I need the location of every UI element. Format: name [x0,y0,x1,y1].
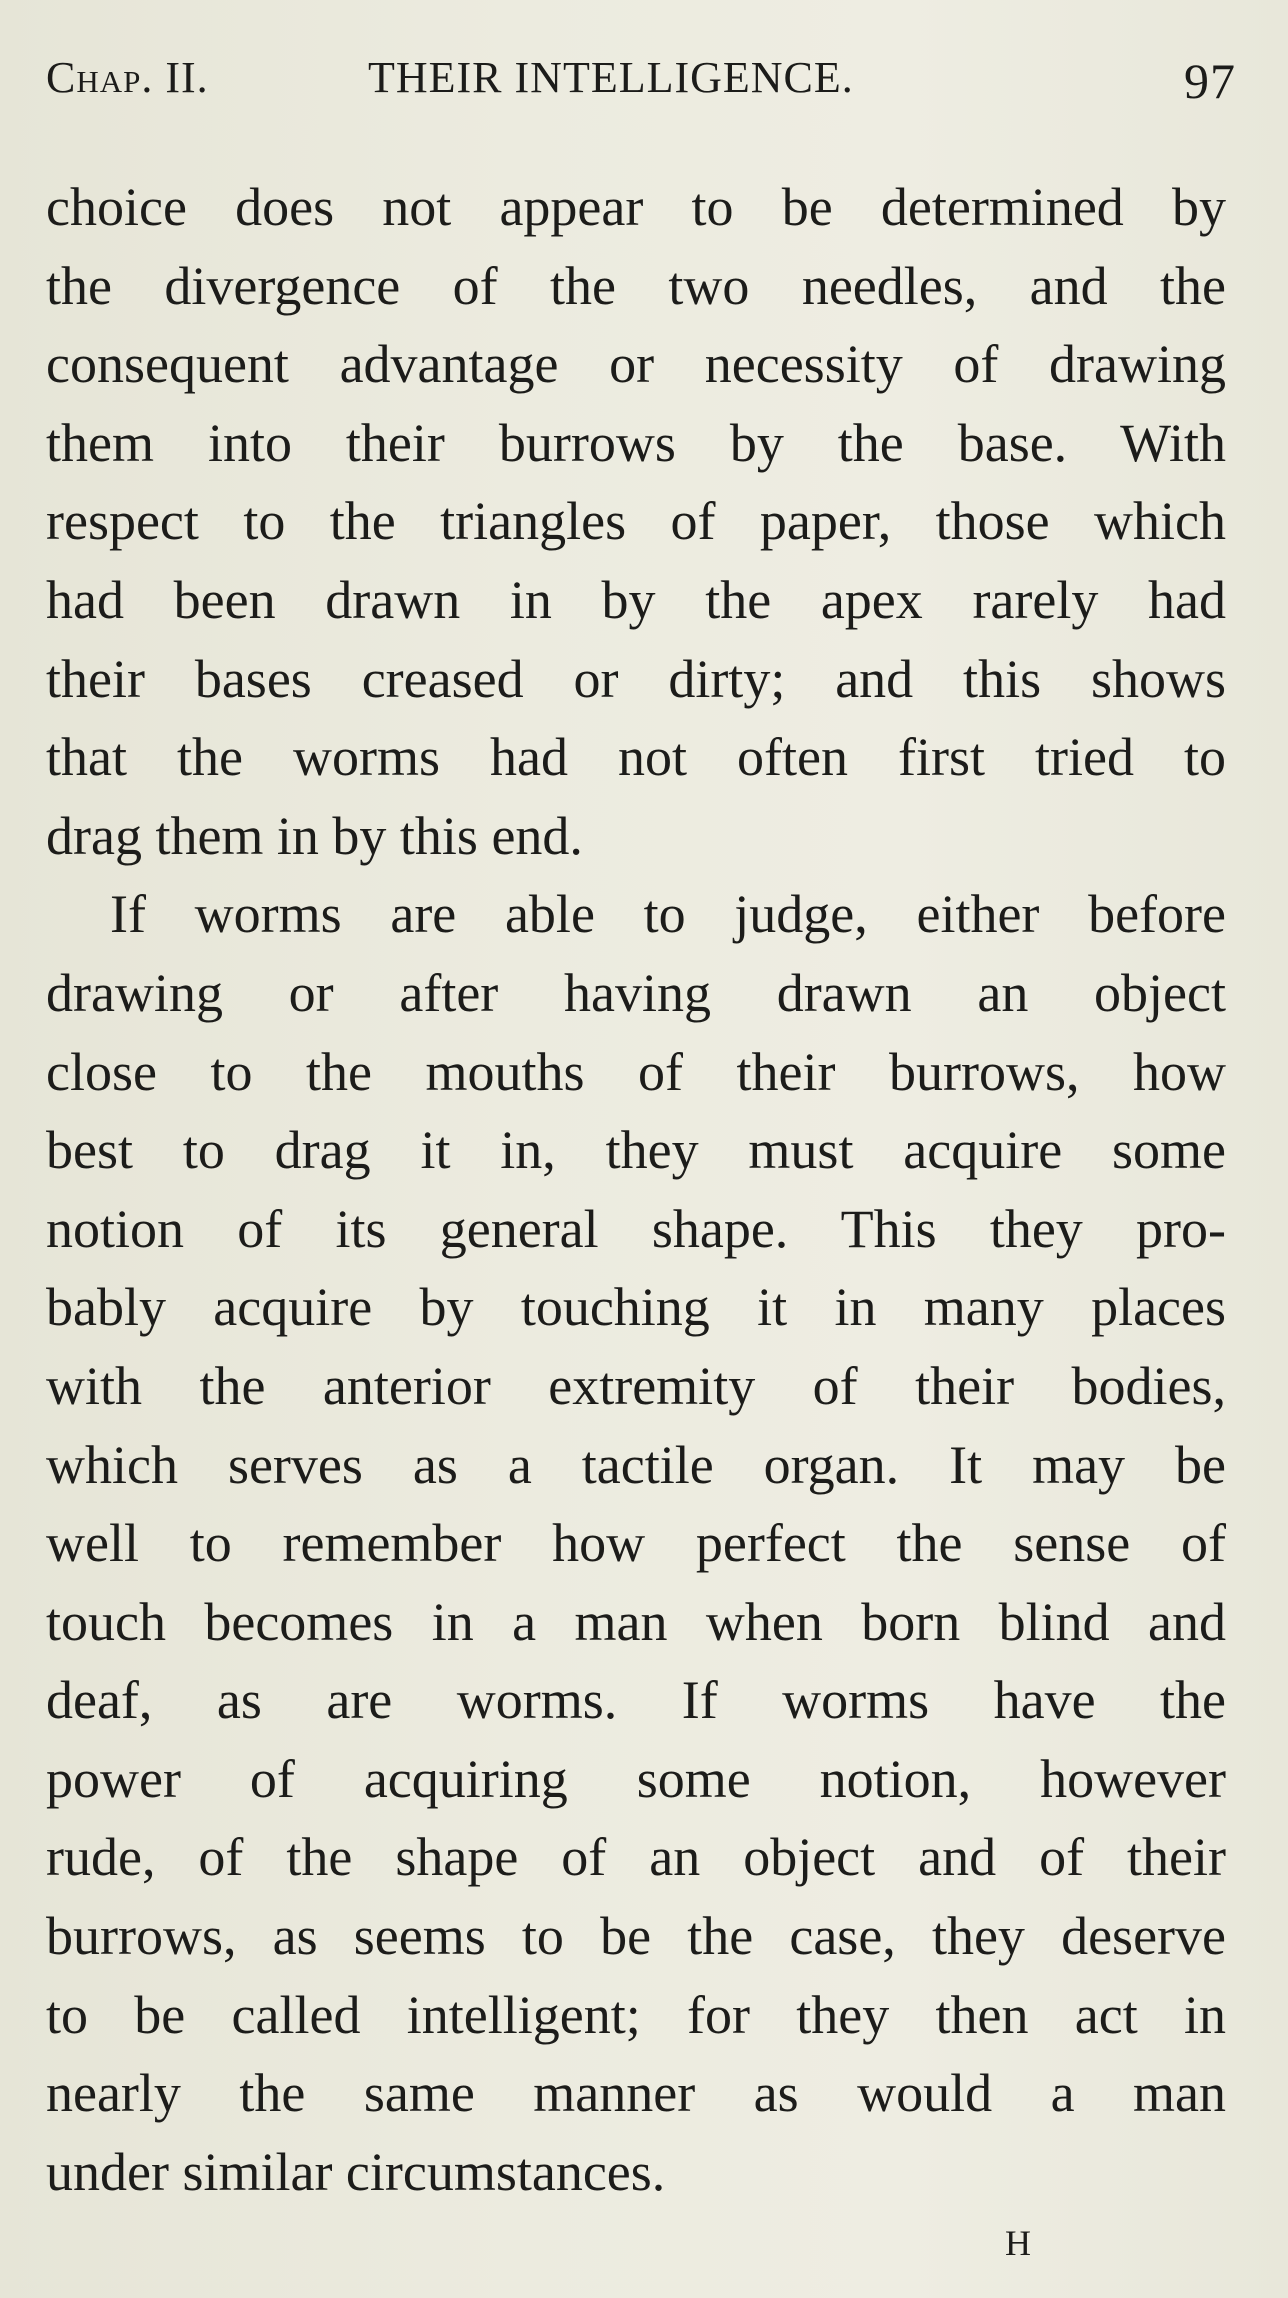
text-line: consequent advantage or necessity of drawing [46,334,1226,395]
text-line: touch becomes in a man when born blind and [46,1591,1226,1652]
text-line: drawing or after having drawn an object [46,962,1226,1023]
text-line: notion of its general shape. This they pro- [46,1198,1226,1259]
text-line: them into their burrows by the base. With [46,412,1226,473]
text-line: deaf, as are worms. If worms have the [46,1670,1226,1731]
text-line: under similar circumstances. [46,2141,666,2202]
text-line: nearly the same manner as would a man [46,2063,1226,2124]
text-line: choice does not appear to be determined by [46,177,1226,237]
text-line: power of acquiring some notion, however [46,1748,1226,1809]
text-line: If worms are able to judge, either before [110,884,1226,945]
text-line: best to drag it in, they must acquire some [46,1120,1226,1181]
running-title: THEIR INTELLIGENCE. [368,53,854,102]
text-line: the divergence of the two needles, and the [46,255,1226,316]
running-header [46,52,1236,112]
chapter-label: Chap. II. [46,53,209,102]
text-line: close to the mouths of their burrows, how [46,1041,1226,1102]
text-line: rude, of the shape of an object and of their [46,1827,1226,1888]
page-number: 97 [1184,53,1236,109]
text-line: burrows, as seems to be the case, they deserve [46,1906,1226,1967]
text-line: bably acquire by touching it in many places [46,1277,1226,1338]
text-line: to be called intelligent; for they then act in [46,1984,1226,2045]
text-line: drag them in by this end. [46,805,583,866]
text-line: their bases creased or dirty; and this shows [46,648,1226,709]
text-line: well to remember how perfect the sense of [46,1513,1226,1574]
text-line: that the worms had not often first tried to [46,727,1226,788]
text-line: with the anterior extremity of their bodies, [46,1355,1226,1416]
signature-mark: H [1005,2223,1031,2263]
text-line: which serves as a tactile organ. It may be [46,1434,1226,1495]
text-line: had been drawn in by the apex rarely had [46,569,1226,630]
body-text [46,168,1226,2211]
text-line: respect to the triangles of paper, those which [46,491,1226,552]
